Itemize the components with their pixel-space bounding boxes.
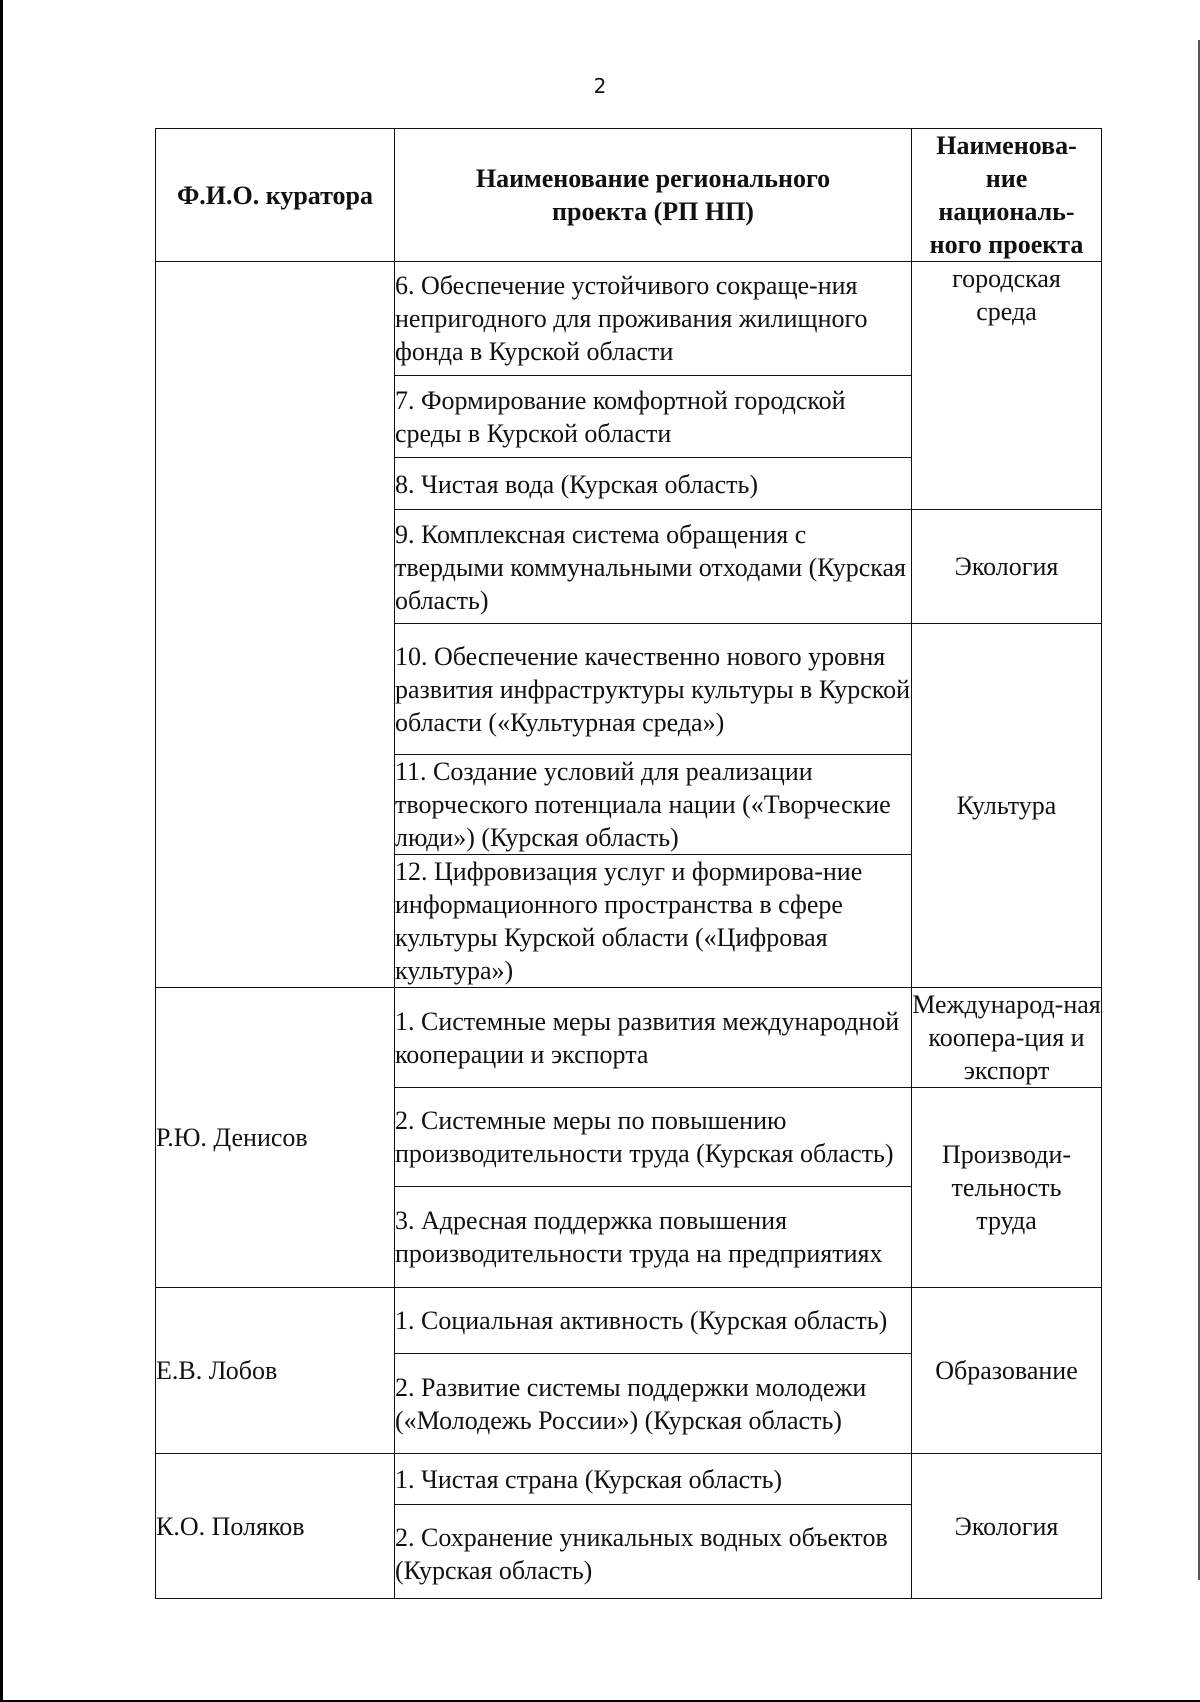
regional-project-cell [395,458,912,510]
regional-project-cell [395,1454,912,1505]
regional-project-cell [395,1354,912,1454]
regional-project-text: 3. Адресная поддержка повышения производительности труда на предприятиях [395,1206,883,1268]
regional-project-cell [395,1187,912,1288]
curator-cell: Е.В. Лобов [156,1288,395,1454]
regional-project-text: 1. Социальная активность (Курская область) [395,1306,888,1335]
national-project-cell: Образование [912,1288,1102,1454]
page-number: 2 [593,74,607,98]
header-national-project: Наименова-ние националь-ного проекта [912,129,1102,262]
regional-project-cell [395,988,912,1088]
header-regional-project: Наименование регионального проекта (РП НП) [395,129,912,262]
regional-project-text: 9. Комплексная система обращения с твердыми коммунальными отходами (Курская область) [395,519,906,615]
national-project-cell: Экология [912,510,1102,624]
regional-project-text: 7. Формирование комфортной городской среды в Курской области [395,386,846,448]
regional-project-text: 1. Чистая страна (Курская область) [395,1464,783,1494]
regional-project-text: 12. Цифровизация услуг и формирова-ние информационного пространства в сфере культуры Курской области («Цифровая культура») [395,857,863,985]
header-curator: Ф.И.О. куратора [156,129,395,262]
curator-cell: Р.Ю. Денисов [156,988,395,1288]
national-project-text: городская среда [952,264,1061,326]
regional-project-text: 8. Чистая вода (Курская область) [395,469,758,499]
table-row [156,262,1102,376]
regional-project-text: 2. Сохранение уникальных водных объектов (Курская область) [395,1522,888,1585]
national-project-cell [912,1088,1102,1288]
regional-project-cell [395,624,912,755]
regional-project-text: 10. Обеспечение качественно нового уровня развития инфраструктуры культуры в Курской области («Культурная среда») [395,642,910,737]
regional-project-cell [395,262,912,376]
national-project-cell: Культура [912,624,1102,988]
table-row [156,1288,1102,1354]
national-project-cell [912,262,1102,510]
table-row [156,1454,1102,1505]
regional-project-cell [395,376,912,458]
regional-project-cell [395,510,912,624]
regional-project-cell [395,1088,912,1187]
regional-project-text: 2. Системные меры по повышению производительности труда (Курская область) [395,1106,894,1168]
national-project-text: Производи-тельность труда [941,1140,1072,1235]
curator-cell [156,262,395,988]
regional-project-cell [395,755,912,855]
table-row [156,988,1102,1088]
regional-project-text: 11. Создание условий для реализации творческого потенциала нации («Творческие люди») (Курская область) [395,757,891,852]
table-header-row [156,129,1102,262]
regional-project-text: 1. Системные меры развития международной кооперации и экспорта [395,1006,900,1069]
scan-edge-left [0,0,3,1702]
curators-projects-table [155,128,1102,1599]
regional-project-text: 2. Развитие системы поддержки молодежи («Молодежь России») (Курская область) [395,1372,867,1435]
curator-cell: К.О. Поляков [156,1454,395,1599]
regional-project-text: 6. Обеспечение устойчивого сокраще-ния непригодного для проживания жилищного фонда в Курской области [395,271,868,366]
regional-project-cell [395,1288,912,1354]
national-project-cell: Международ-ная коопера-ция и экспорт [912,988,1102,1088]
regional-project-cell [395,855,912,988]
national-project-cell: Экология [912,1454,1102,1599]
regional-project-cell [395,1505,912,1599]
